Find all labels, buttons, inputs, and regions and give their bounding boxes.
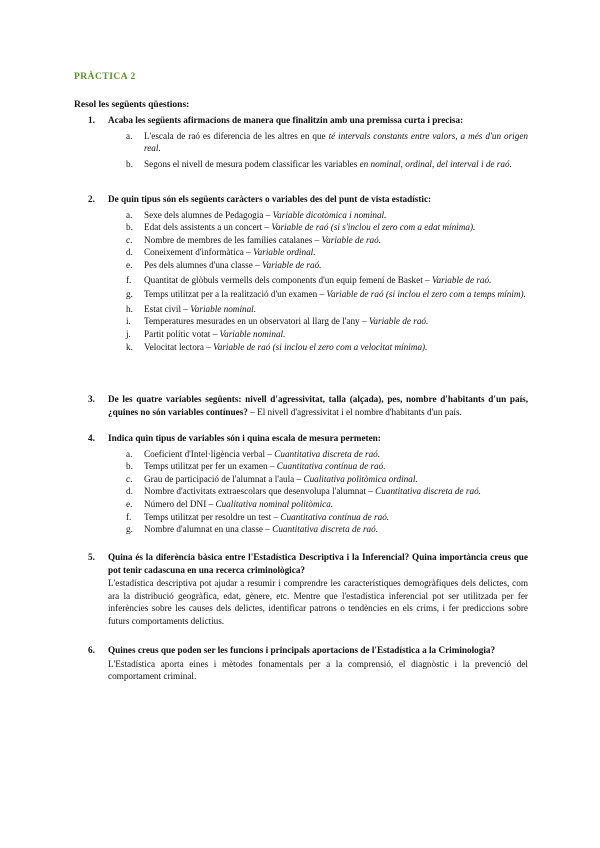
list-item: d. Nombre d'activitats extraescolars que desenvolupa l'alumnat – Cuantitativa discreta de raó. (126, 486, 481, 497)
question-number: 1. (88, 115, 95, 125)
question-text: Indica quin tipus de variables són i quina escala de mesura permeten: (108, 433, 381, 443)
list-item: c. Grau de participació de l'alumnat a l'aula – Cualitativa politòmica ordinal. (126, 473, 418, 484)
question-number: 4. (88, 433, 95, 443)
list-item: a. Coeficient d'Intel·ligència verbal – Cuantitativa discreta de raó. (126, 448, 381, 459)
question-text: Quines creus que poden ser les funcions i principals aportacions de l'Estadística a la Criminologia? (108, 645, 496, 655)
answer-text: L'Estadística aporta eines i mètodes fonamentals per a la comprensió, el diagnòstic i la prevenció del comportament criminal. (108, 658, 528, 682)
list-item: h. Estat civil – Variable nominal. (126, 303, 257, 314)
answer-text: – El nivell d'agressivitat i el nombre d'habitants d'un país. (247, 406, 462, 417)
list-item: b. Segons el nivell de mesura podem classificar les variables en nominal, ordinal, del interval i de raó. (126, 158, 512, 169)
question-number: 3. (88, 394, 95, 404)
answer-list (74, 209, 528, 354)
question-5 (74, 551, 528, 628)
list-item: e. Número del DNI – Cualitativa nominal politòmica. (126, 498, 334, 509)
question-text: Acaba les següents afirmacions de manera que finalitzin amb una premissa curta i precisa: (108, 115, 464, 125)
list-item: d. Coneixement d'informàtica – Variable ordinal. (126, 247, 316, 258)
list-item: c. Nombre de membres de les famílies catalanes – Variable de raó. (126, 234, 382, 245)
question-6 (74, 644, 528, 683)
question-text: De les quatre variables següents: nivell d'agressivitat, talla (alçada), pes, nombre d'habitants d'un país, ¿quines no són variables contínues? – El nivell d'agressivitat i el nombre d'habitants d'un país. (108, 394, 528, 417)
question-text: Quina és la diferència bàsica entre l'Estadística Descriptiva i la Inferencial? Quina importància creus que pot tenir cadascuna en una recerca criminològica? (108, 552, 528, 575)
list-item: b. Temps utilitzat per fer un examen – Cuantitativa contínua de raó. (126, 461, 386, 472)
question-3 (74, 393, 528, 418)
question-number: 2. (88, 194, 95, 204)
list-item: f. Temps utilitzat per resoldre un test – Cuantitativa contínua de raó. (126, 511, 390, 522)
list-item: k. Velocitat lectora – Variable de raó (si inclou el zero com a velocitat mínima). (126, 341, 428, 352)
list-item: b. Edat dels assistents a un concert – Variable de raó (si s'inclou el zero com a edat mínima). (126, 222, 476, 233)
question-1 (74, 114, 528, 170)
list-item: f. Quantitat de glòbuls vermells dels components d'un equip femení de Basket – Variable de raó. (126, 274, 492, 285)
question-4 (74, 432, 528, 536)
question-number: 6. (88, 645, 95, 655)
list-item: a. L'escala de raó es diferencia de les altres en que té intervals constants entre valors, a més d'un origen real. (126, 130, 528, 154)
page-title: PRÀCTICA 2 (74, 72, 136, 82)
answer-list (74, 130, 528, 171)
list-item: i. Temperatures mesurades en un observatori al llarg de l'any – Variable de raó. (126, 316, 429, 327)
question-2 (74, 193, 528, 353)
list-item: e. Pes dels alumnes d'una classe – Variable de raó. (126, 259, 322, 270)
list-item: g. Temps utilitzat per a la realització d'un examen – Variable de raó (si inclou el zero com a temps mínim). (126, 289, 526, 300)
answer-list (74, 448, 528, 536)
list-item: g. Nombre d'alumnat en una classe – Cuantitativa discreta de raó. (126, 524, 379, 535)
list-item: j. Partit polític votat – Variable nominal. (126, 328, 286, 339)
answer-text: L'estadística descriptiva pot ajudar a resumir i comprendre les característiques demogràfiques dels delictes, com ara la distribució geogràfica, edat, gènere, etc. Mentre que l'estadística inferencial pot ser utilitzada per fer inferències sobre les causes dels delictes, identificar patrons o tendències en els crims, i fer prediccions sobre futurs comportaments delictius. (108, 578, 528, 626)
question-number: 5. (88, 552, 95, 562)
intro-text: Resol les següents qüestions: (74, 100, 190, 110)
list-item: a. Sexe dels alumnes de Pedagogia – Variable dicotòmica i nominal. (126, 209, 387, 220)
question-text: De quin tipus són els següents caràcters o variables des del punt de vista estadístic: (108, 194, 432, 204)
